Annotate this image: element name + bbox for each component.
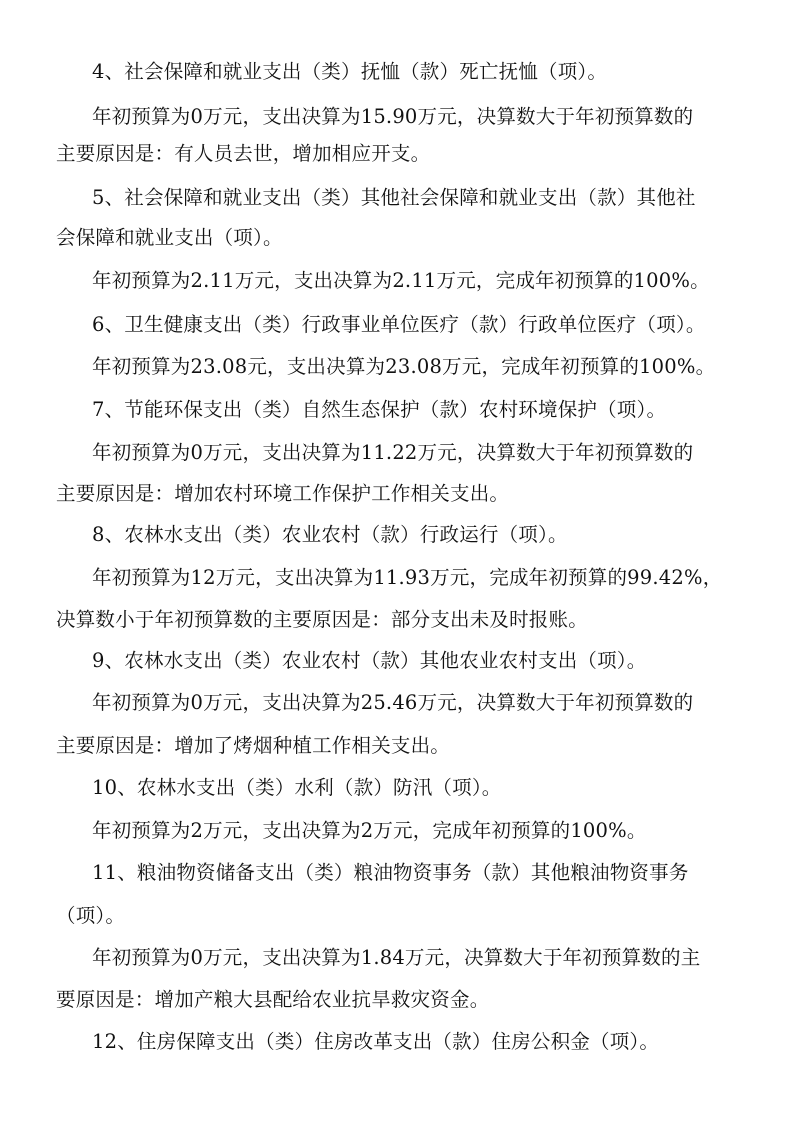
- item-body-line: 年初预算为0万元，支出决算为15.90万元，决算数大于年初预算数的: [92, 105, 694, 128]
- item-body-line: 年初预算为2.11万元，支出决算为2.11万元，完成年初预算的100%。: [92, 269, 710, 292]
- item-heading: 11、粮油物资储备支出（类）粮油物资事务（款）其他粮油物资事务: [92, 861, 689, 884]
- item-body-line: 年初预算为23.08元，支出决算为23.08万元，完成年初预算的100%。: [92, 355, 716, 378]
- item-body-line: 主要原因是：增加了烤烟种植工作相关支出。: [56, 734, 451, 757]
- item-body-line: 主要原因是：有人员去世，增加相应开支。: [56, 142, 431, 165]
- item-heading: 9、农林水支出（类）农业农村（款）其他农业农村支出（项）。: [92, 649, 647, 672]
- item-body-line: 年初预算为12万元，支出决算为11.93万元，完成年初预算的99.42%，: [92, 566, 723, 589]
- item-body-line: 要原因是：增加产粮大县配给农业抗旱救灾资金。: [56, 988, 490, 1011]
- item-body-line: 决算数小于年初预算数的主要原因是：部分支出未及时报账。: [56, 608, 588, 631]
- item-heading: 6、卫生健康支出（类）行政事业单位医疗（款）行政单位医疗（项）。: [92, 313, 706, 336]
- item-body-line: 年初预算为0万元，支出决算为1.84万元，决算数大于年初预算数的主: [92, 946, 701, 969]
- item-heading: 8、农林水支出（类）农业农村（款）行政运行（项）。: [92, 523, 568, 546]
- item-heading: 12、住房保障支出（类）住房改革支出（款）住房公积金（项）。: [92, 1030, 660, 1053]
- item-heading: （项）。: [56, 904, 126, 927]
- item-body-line: 年初预算为0万元，支出决算为25.46万元，决算数大于年初预算数的: [92, 691, 694, 714]
- item-heading: 4、社会保障和就业支出（类）抚恤（款）死亡抚恤（项）。: [92, 60, 608, 83]
- item-heading: 7、节能环保支出（类）自然生态保护（款）农村环境保护（项）。: [92, 398, 667, 421]
- item-heading: 会保障和就业支出（项）。: [56, 226, 283, 249]
- item-body-line: 年初预算为0万元，支出决算为11.22万元，决算数大于年初预算数的: [92, 441, 694, 464]
- item-body-line: 年初预算为2万元，支出决算为2万元，完成年初预算的100%。: [92, 819, 647, 842]
- item-heading: 10、农林水支出（类）水利（款）防汛（项）。: [92, 776, 502, 799]
- item-body-line: 主要原因是：增加农村环境工作保护工作相关支出。: [56, 482, 510, 505]
- item-heading: 5、社会保障和就业支出（类）其他社会保障和就业支出（款）其他社: [92, 186, 696, 209]
